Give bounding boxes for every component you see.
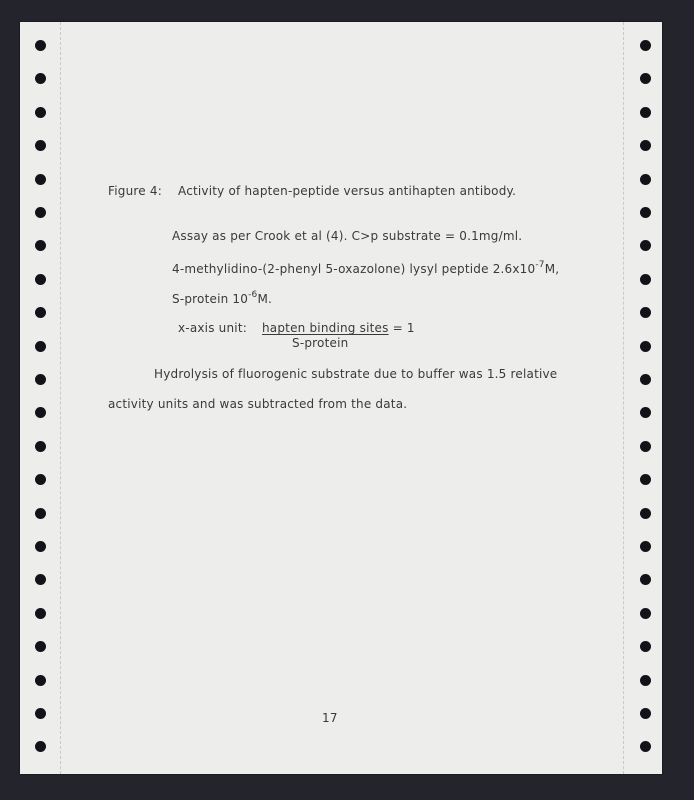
document-page <box>20 22 662 774</box>
tractor-hole <box>35 174 46 185</box>
xaxis-label: x-axis unit: <box>178 321 247 335</box>
xaxis-numerator: hapten binding sites <box>262 321 389 335</box>
sprotein-line <box>172 292 272 306</box>
tractor-hole <box>35 207 46 218</box>
tractor-hole <box>640 708 651 719</box>
tractor-hole <box>35 541 46 552</box>
tractor-hole <box>640 73 651 84</box>
page-number: 17 <box>322 711 338 725</box>
tractor-hole <box>640 441 651 452</box>
tractor-hole <box>640 508 651 519</box>
tractor-hole <box>640 374 651 385</box>
figure-caption <box>108 184 516 198</box>
tractor-hole <box>640 407 651 418</box>
hydrolysis-line-2: activity units and was subtracted from the data. <box>108 397 408 411</box>
tractor-hole <box>640 541 651 552</box>
tractor-hole <box>640 240 651 251</box>
tractor-hole <box>35 508 46 519</box>
tractor-hole <box>35 374 46 385</box>
xaxis-denominator: S-protein <box>292 336 349 350</box>
tractor-hole <box>35 675 46 686</box>
tractor-hole <box>640 341 651 352</box>
tractor-hole <box>35 240 46 251</box>
xaxis-equals: = 1 <box>392 321 415 335</box>
tractor-hole <box>35 107 46 118</box>
tractor-hole <box>35 741 46 752</box>
xaxis-fraction <box>262 321 415 335</box>
tractor-hole <box>35 574 46 585</box>
tractor-hole <box>640 274 651 285</box>
tractor-hole <box>35 641 46 652</box>
peptide-exponent: -7 <box>535 260 545 270</box>
tractor-hole <box>640 474 651 485</box>
tractor-hole <box>640 641 651 652</box>
tractor-hole <box>640 675 651 686</box>
hydrolysis-line-1: Hydrolysis of fluorogenic substrate due to buffer was 1.5 relative <box>154 367 558 381</box>
figure-title: Activity of hapten-peptide versus antihapten antibody. <box>178 184 517 198</box>
tractor-hole <box>35 40 46 51</box>
assay-line: Assay as per Crook et al (4). C>p substrate = 0.1mg/ml. <box>172 229 523 243</box>
tractor-hole <box>640 140 651 151</box>
tractor-hole <box>35 474 46 485</box>
tractor-hole <box>640 107 651 118</box>
tractor-hole <box>35 140 46 151</box>
peptide-unit: M, <box>544 262 560 276</box>
tractor-hole <box>640 307 651 318</box>
peptide-line <box>172 262 559 276</box>
tractor-hole <box>640 174 651 185</box>
sprotein-text: S-protein 10 <box>172 292 249 306</box>
perforation-line-right <box>623 22 624 774</box>
tractor-hole <box>35 73 46 84</box>
tractor-hole <box>35 407 46 418</box>
tractor-hole <box>640 608 651 619</box>
tractor-hole <box>640 574 651 585</box>
figure-label: Figure 4: <box>108 184 162 198</box>
tractor-hole <box>35 307 46 318</box>
peptide-text: 4-methylidino-(2-phenyl 5-oxazolone) lysyl peptide 2.6x10 <box>172 262 536 276</box>
tractor-hole <box>35 341 46 352</box>
sprotein-exponent: -6 <box>248 290 258 300</box>
tractor-hole <box>640 40 651 51</box>
tractor-hole <box>35 441 46 452</box>
tractor-hole <box>640 207 651 218</box>
perforation-line-left <box>60 22 61 774</box>
tractor-hole <box>640 741 651 752</box>
tractor-hole <box>35 274 46 285</box>
tractor-hole <box>35 708 46 719</box>
sprotein-unit: M. <box>257 292 273 306</box>
tractor-hole <box>35 608 46 619</box>
